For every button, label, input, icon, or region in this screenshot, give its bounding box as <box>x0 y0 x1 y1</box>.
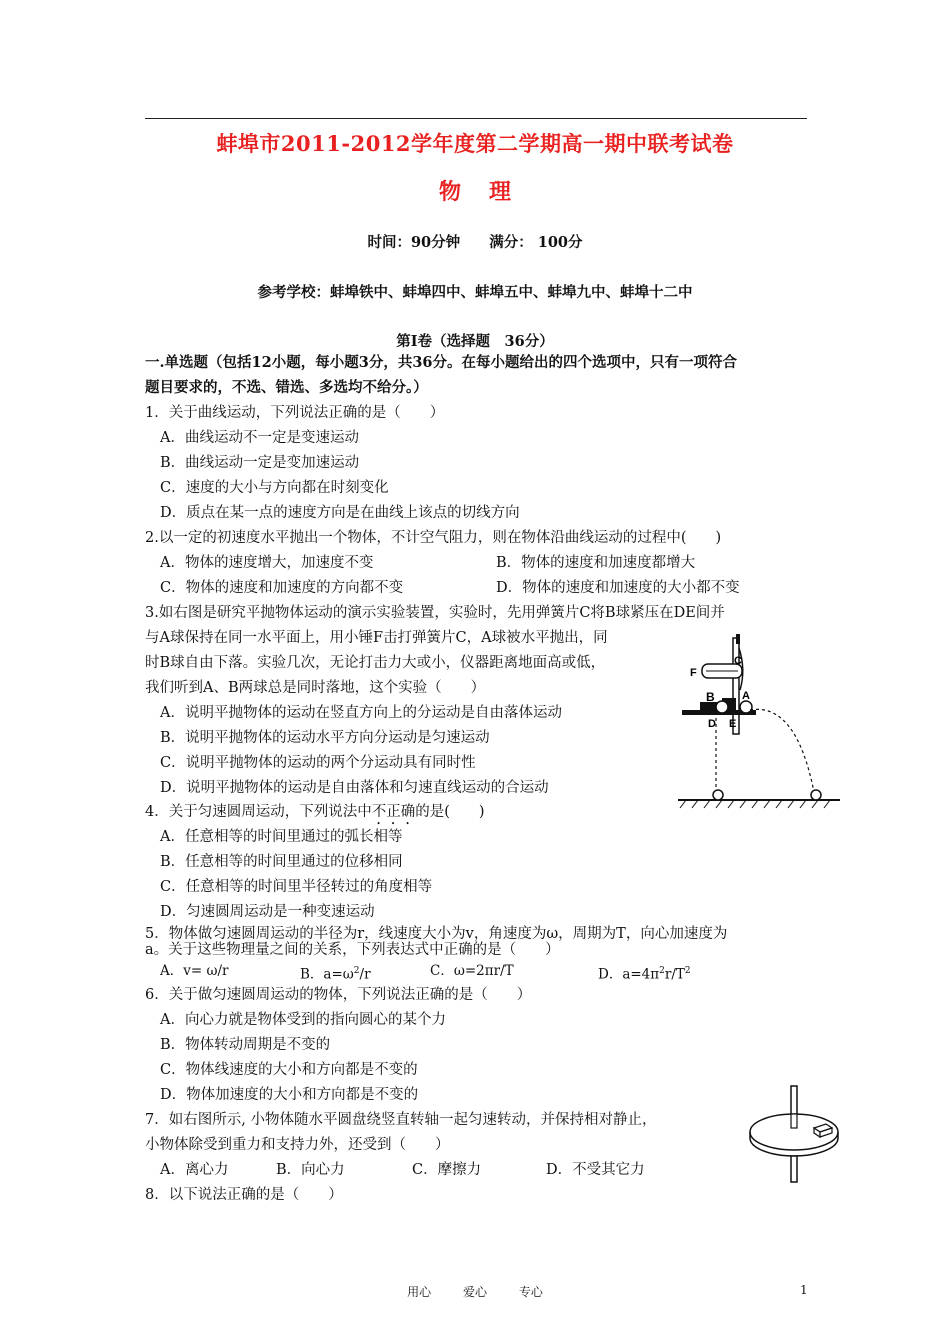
header-rule <box>145 118 807 119</box>
fig-label-f: F <box>690 667 697 679</box>
q5-option-d <box>598 961 691 985</box>
q5-option-d-pre: D．a=4π <box>598 966 660 983</box>
q3-option-c: C．说明平抛物体的运动的两个分运动具有同时性 <box>160 755 476 771</box>
fig-label-b: B <box>706 690 715 704</box>
q7-option-a: A．离心力 <box>160 1162 229 1178</box>
q3-option-b: B．说明平抛物体的运动水平方向分运动是匀速运动 <box>160 730 490 746</box>
q2-option-d: D．物体的速度和加速度的大小都不变 <box>496 580 740 596</box>
q1-stem: 1．关于曲线运动，下列说法正确的是（ ） <box>145 405 445 421</box>
q7-option-d: D．不受其它力 <box>546 1162 645 1178</box>
exam-meta <box>0 231 950 252</box>
q1-option-b: B．曲线运动一定是变加速运动 <box>160 455 360 471</box>
q4-option-a: A．任意相等的时间里通过的弧长相等 <box>160 829 403 845</box>
participating-schools: 参考学校：蚌埠铁中、蚌埠四中、蚌埠五中、蚌埠九中、蚌埠十二中 <box>257 284 693 301</box>
projectile-apparatus-figure <box>676 630 842 812</box>
q3-stem-line-4: 我们听到A、B两球总是同时落地，这个实验（ ） <box>145 680 486 696</box>
fig-label-a: A <box>742 690 750 702</box>
section-heading: 第Ⅰ卷（选择题 36分） <box>396 333 554 350</box>
exam-score: 满分： 100分 <box>489 234 583 251</box>
q6-option-d: D．物体加速度的大小和方向都是不变的 <box>160 1087 419 1103</box>
q4-option-c: C．任意相等的时间里半径转过的角度相等 <box>160 879 433 895</box>
q7-option-b: B．向心力 <box>276 1162 345 1178</box>
q1-option-c: C．速度的大小与方向都在时刻变化 <box>160 480 389 496</box>
q2-option-c: C．物体的速度和加速度的方向都不变 <box>160 580 404 596</box>
q4-option-b: B．任意相等的时间里通过的位移相同 <box>160 854 403 870</box>
q5-option-b-pre: B．a=ω <box>300 966 354 983</box>
footer-word-2: 爱心 <box>462 1285 487 1299</box>
fig-label-e: E <box>729 718 737 730</box>
q3-option-d: D．说明平抛物体的运动是自由落体和匀速直线运动的合运动 <box>160 780 549 796</box>
q5-option-a: A．v= ω/r <box>160 963 229 979</box>
q1-option-d: D．质点在某一点的速度方向是在曲线上该点的切线方向 <box>160 505 520 521</box>
q3-option-a: A．说明平抛物体的运动在竖直方向上的分运动是自由落体运动 <box>160 705 562 721</box>
fig-label-d: D <box>708 718 716 730</box>
footer-word-1: 用心 <box>407 1285 432 1299</box>
q5-option-d-sup-2: 2 <box>684 966 691 976</box>
q5-option-c: C．ω=2πr/T <box>430 963 514 979</box>
q6-stem: 6．关于做匀速圆周运动的物体，下列说法正确的是（ ） <box>145 987 532 1003</box>
q5-option-d-sup-1: 2 <box>659 966 665 976</box>
instructions-line-1: 一.单选题（包括12小题，每小题3分，共36分。在每小题给出的四个选项中，只有一项符合 <box>145 354 737 371</box>
page-number: 1 <box>800 1283 808 1297</box>
exam-time: 时间：90分钟 <box>367 234 461 251</box>
rotating-disc-figure <box>748 1084 840 1184</box>
q4-stem-emphasis: 不正确 <box>371 804 416 820</box>
q8-stem: 8．以下说法正确的是（ ） <box>145 1187 343 1203</box>
q3-stem-line-1: 3.如右图是研究平抛物体运动的演示实验装置，实验时，先用弹簧片C将B球紧压在DE间并 <box>145 605 725 621</box>
q5-option-b-post: /r <box>359 966 371 983</box>
q4-stem-post: 的是( ) <box>415 804 485 820</box>
q4-stem <box>145 802 485 828</box>
q5-option-d-mid: r/T <box>664 966 685 983</box>
fig-label-c: C <box>734 655 742 667</box>
footer-word-3: 专心 <box>518 1285 543 1299</box>
subject-title: 物理 <box>438 179 539 205</box>
q7-stem-line-1: 7．如右图所示, 小物体随水平圆盘绕竖直转轴一起匀速转动，并保持相对静止， <box>145 1112 657 1128</box>
q3-stem-line-2: 与A球保持在同一水平面上，用小锤F击打弹簧片C，A球被水平抛出，同 <box>145 630 608 646</box>
q4-option-d: D．匀速圆周运动是一种变速运动 <box>160 904 375 920</box>
q6-option-b: B．物体转动周期是不变的 <box>160 1037 331 1053</box>
q1-option-a: A．曲线运动不一定是变速运动 <box>160 430 359 446</box>
q2-option-a: A．物体的速度增大，加速度不变 <box>160 555 374 571</box>
q7-stem-line-2: 小物体除受到重力和支持力外，还受到（ ） <box>145 1137 450 1153</box>
instructions-line-2: 题目要求的，不选、错选、多选均不给分。） <box>145 379 428 396</box>
q5-stem-line-1: 5．物体做匀速圆周运动的半径为r，线速度大小为v，角速度为ω，周期为T，向心加速度为 <box>145 926 728 942</box>
q6-option-a: A．向心力就是物体受到的指向圆心的某个力 <box>160 1012 446 1028</box>
q2-stem: 2.以一定的初速度水平抛出一个物体，不计空气阻力，则在物体沿曲线运动的过程中( ) <box>145 530 722 546</box>
q4-stem-pre: 4．关于匀速圆周运动，下列说法中 <box>145 804 372 820</box>
q2-option-b: B．物体的速度和加速度都增大 <box>496 555 696 571</box>
q6-option-c: C．物体线速度的大小和方向都是不变的 <box>160 1062 418 1078</box>
q5-option-b <box>300 961 371 985</box>
exam-title: 蚌埠市2011-2012学年度第二学期高一期中联考试卷 <box>216 131 734 156</box>
q5-stem-line-2: a。关于这些物理量之间的关系，下列表达式中正确的是（ ） <box>145 942 560 958</box>
q7-option-c: C．摩擦力 <box>412 1162 482 1178</box>
q3-stem-line-3: 时B球自由下落。实验几次，无论打击力大或小，仪器距离地面高或低， <box>145 655 606 671</box>
q5-option-b-sup: 2 <box>353 966 360 976</box>
